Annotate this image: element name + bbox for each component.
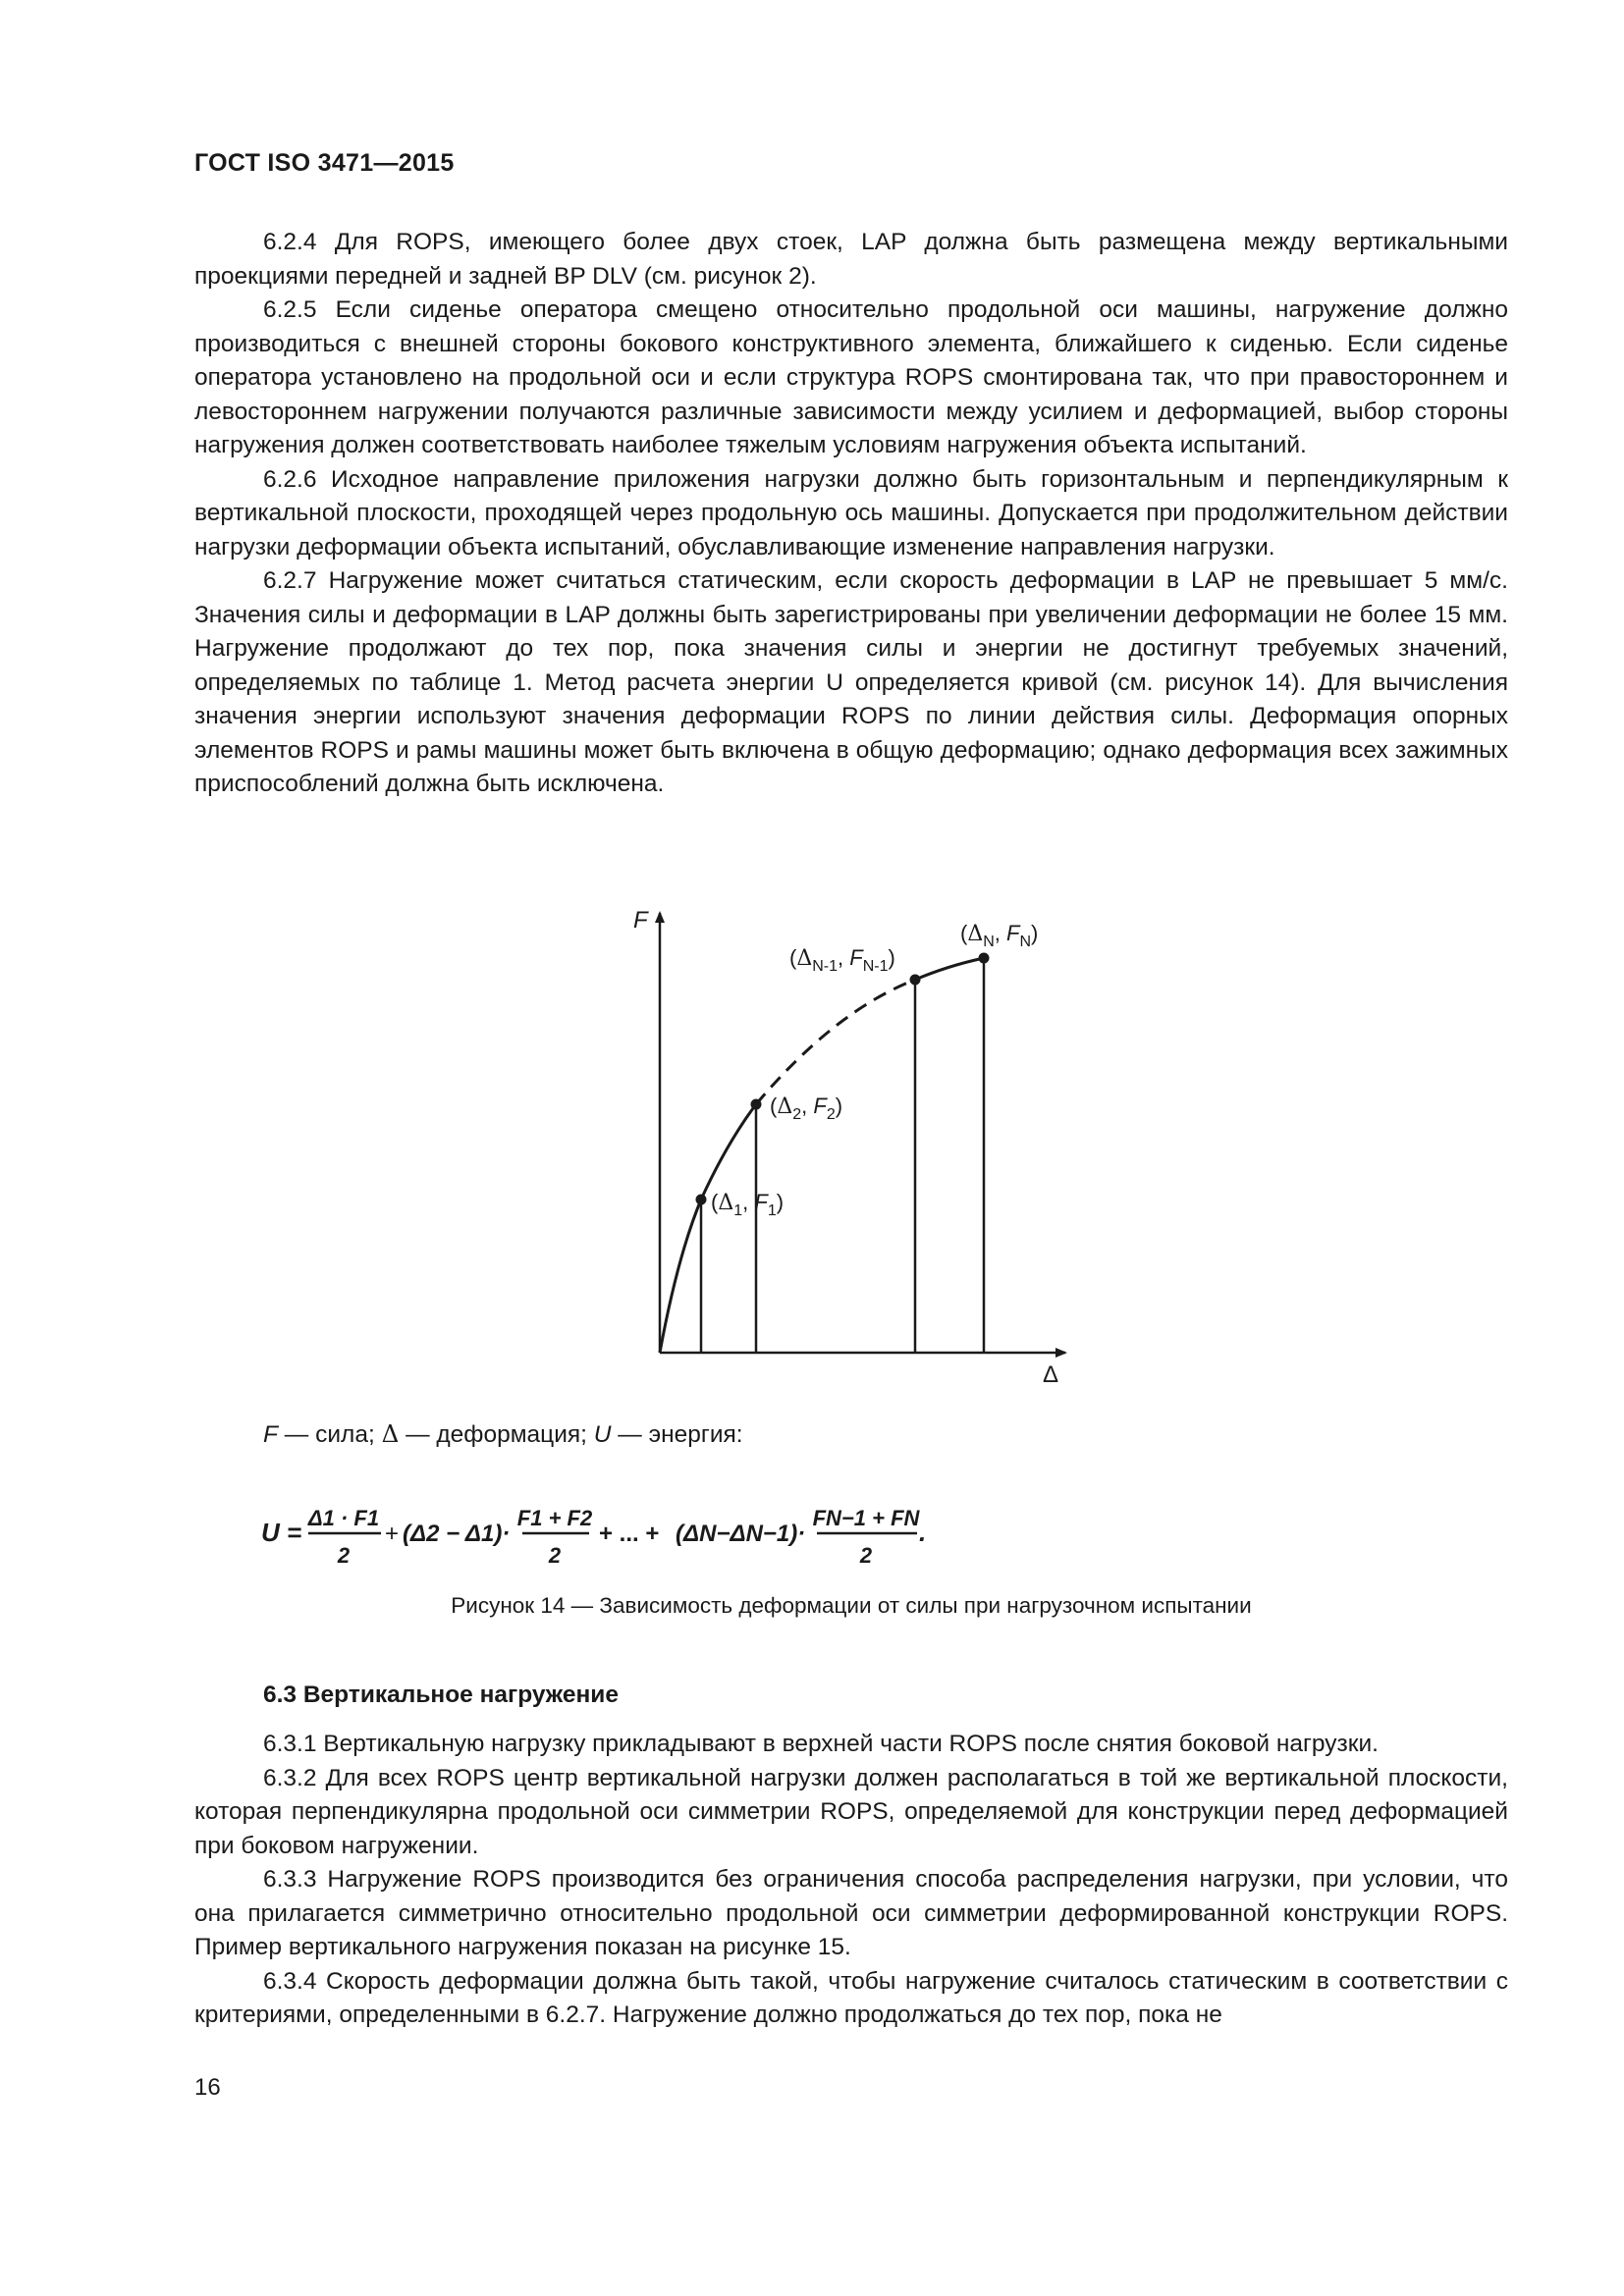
formula-term2-numerator: F1 + F2: [516, 1506, 593, 1530]
section-heading: 6.3 Вертикальное нагружение: [263, 1682, 619, 1708]
point-n: [979, 953, 990, 964]
formula-term3-paren: (ΔN−ΔN−1)·: [676, 1521, 806, 1547]
formula-lhs: U =: [261, 1518, 302, 1547]
point-n-1: [910, 975, 921, 986]
point-label-2: ($\Delta_2$, $F_2$): [770, 1094, 843, 1123]
formula-term2-paren: (Δ2 − Δ1)·: [403, 1521, 511, 1547]
point-2: [751, 1099, 762, 1110]
curve-dashed: [756, 980, 915, 1104]
formula-term1-denominator: 2: [337, 1543, 351, 1568]
formula-term1-numerator: Δ1 · F1: [307, 1506, 380, 1530]
paragraph-6-3-3: 6.3.3 Нагружение ROPS производится без ограничения способа распределения нагрузки, при условии, что она прилагается симметрично относительно продольной оси симметрии деформированной конструкции ROPS. Пример вертикального нагружения показан на рисунке 15.: [194, 1866, 1508, 1960]
point-label-n: ($\Delta_N$, $F_N$): [960, 921, 1039, 950]
formula-term3-numerator: FN−1 + FN: [812, 1506, 920, 1530]
point-1: [696, 1195, 707, 1205]
text-block-top: [194, 226, 1508, 802]
x-axis-label: Δ: [1043, 1362, 1059, 1388]
figure-14-diagram: [609, 898, 1080, 1399]
curve-solid-start: [660, 1104, 756, 1353]
formula-term2-denominator: 2: [548, 1543, 562, 1568]
paragraph-6-3-2: 6.3.2 Для всех ROPS центр вертикальной нагрузки должен располагаться в той же вертикальной плоскости, которая перпендикулярна продольной оси симметрии ROPS, определяемой для конструкции перед деформацией при боковом нагружении.: [194, 1764, 1508, 1859]
paragraph-6-2-5: 6.2.5 Если сиденье оператора смещено относительно продольной оси машины, нагружение должно производиться с внешней стороны бокового конструктивного элемента, ближайшего к сиденью. Если сиденье оператора установлено на продольной оси и если структура ROPS смонтирована так, что при правостороннем и левостороннем нагружении получаются различные зависимости между усилием и деформацией, выбор стороны нагружения должен соответствовать наиболее тяжелым условиям нагружения объекта испытаний.: [194, 296, 1508, 458]
standard-header: ГОСТ ISO 3471—2015: [194, 149, 455, 177]
page-number: 16: [194, 2074, 221, 2101]
formula-term3-denominator: 2: [859, 1543, 873, 1568]
paragraph-6-2-4: 6.2.4 Для ROPS, имеющего более двух стоек, LAP должна быть размещена между вертикальными проекциями передней и задней BP DLV (см. рисунок 2).: [194, 229, 1508, 290]
text-block-bottom: [194, 1728, 1508, 2033]
paragraph-6-2-7: 6.2.7 Нагружение может считаться статическим, если скорость деформации в LAP не превышает 5 мм/с. Значения силы и деформации в LAP должны быть зарегистрированы при увеличении деформации не более 15 мм. Нагружение продолжают до тех пор, пока значения силы и энергии не достигнут требуемых значений, определяемых по таблице 1. Метод расчета энергии U определяется кривой (см. рисунок 14). Для вычисления значения энергии используют значения деформации ROPS по линии действия силы. Деформация опорных элементов ROPS и рамы машины может быть включена в общую деформацию; однако деформация всех зажимных приспособлений должна быть исключена.: [194, 567, 1508, 797]
paragraph-6-3-4: 6.3.4 Скорость деформации должна быть такой, чтобы нагружение считалось статическим в соответствии с критериями, определенными в 6.2.7. Нагружение должно продолжаться до тех пор, пока не: [194, 1967, 1508, 2028]
figure-legend: F — сила; Δ — деформация; U — энергия:: [263, 1419, 743, 1448]
paragraph-6-2-6: 6.2.6 Исходное направление приложения нагрузки должно быть горизонтальным и перпендикулярным к вертикальной плоскости, проходящей через продольную ось машины. Допускается при продолжительном действии нагрузки деформации объекта испытаний, обуславливающие изменение направления нагрузки.: [194, 465, 1508, 561]
energy-formula: [253, 1497, 960, 1575]
point-label-n-1: ($\Delta_{N-1}$, $F_{N-1}$): [789, 945, 895, 975]
formula-plus-1: +: [385, 1521, 400, 1547]
point-label-1: ($\Delta_1$, $F_1$): [711, 1190, 785, 1219]
figure-caption: Рисунок 14 — Зависимость деформации от силы при нагрузочном испытании: [451, 1593, 1252, 1618]
paragraph-6-3-1: 6.3.1 Вертикальную нагрузку прикладывают в верхней части ROPS после снятия боковой нагрузки.: [263, 1731, 1379, 1757]
formula-ellipsis: + ... +: [599, 1521, 660, 1547]
formula-end: .: [919, 1518, 927, 1547]
y-axis-label: F: [633, 907, 648, 934]
curve-solid-end: [915, 958, 984, 980]
